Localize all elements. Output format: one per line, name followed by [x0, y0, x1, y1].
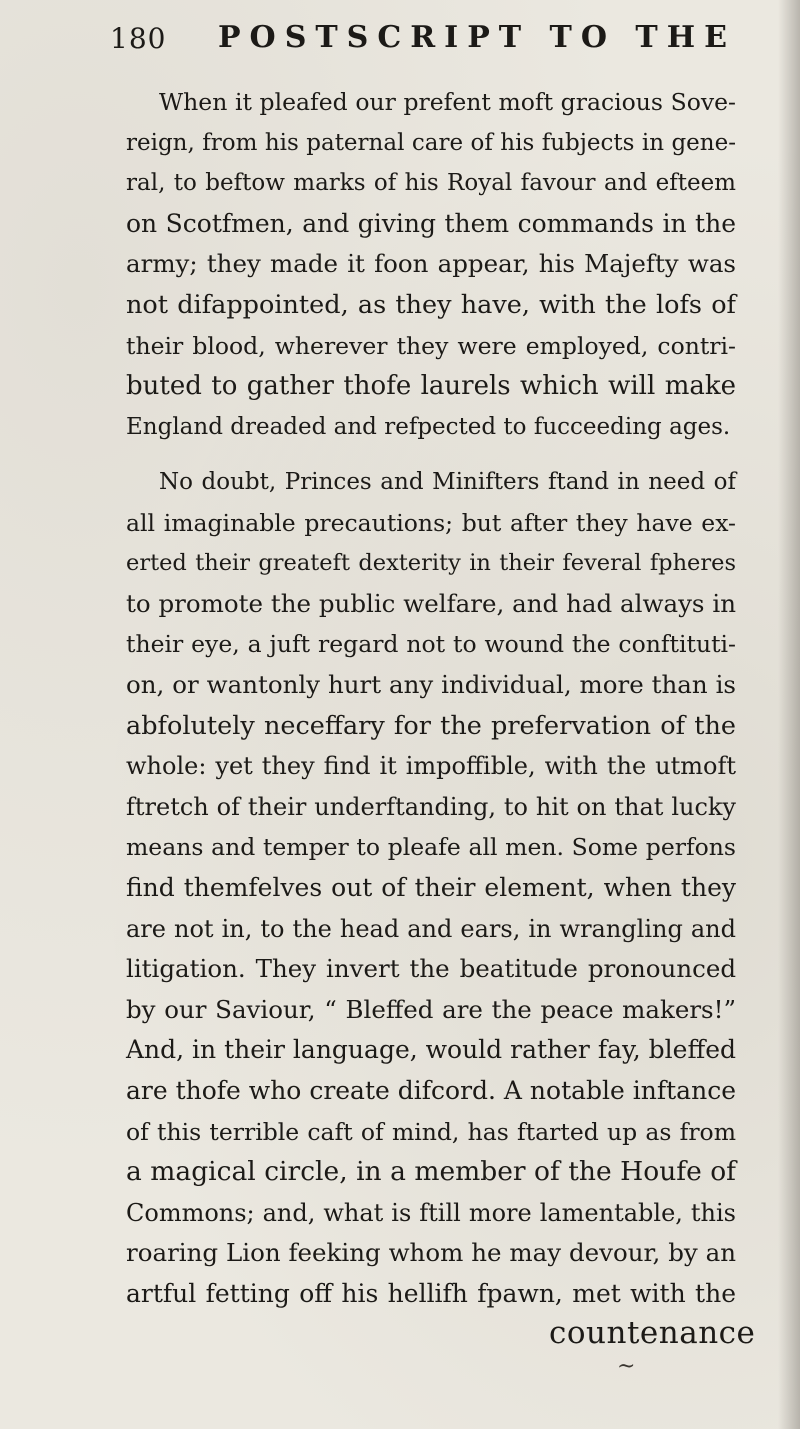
text-line: abfolutely neceffary for the prefervation of the: [126, 710, 736, 741]
text-line: to promote the public welfare, and had always in: [126, 588, 736, 618]
text-line: their blood, wherever they were employed, contri-: [126, 331, 736, 360]
text-line: reign, from his paternal care of his fubjects in gene-: [126, 129, 736, 156]
text-line: army; they made it foon appear, his Majefty was: [126, 249, 736, 279]
text-line: on Scotfmen, and giving them commands in the: [126, 208, 736, 238]
text-line: England dreaded and refpected to fucceeding ages.: [126, 413, 731, 440]
text-line: When it pleafed our prefent moft gracious Sove-: [159, 88, 736, 116]
paragraph-2: [126, 462, 736, 1314]
ornament-mark: ~: [617, 1354, 636, 1379]
text-line: ral, to beftow marks of his Royal favour and efteem: [126, 170, 736, 197]
text-line: No doubt, Princes and Minifters ftand in need of: [159, 469, 736, 495]
page-header: [110, 20, 736, 64]
text-line: whole: yet they find it impoffible, with the utmoft: [126, 752, 736, 781]
text-line: And, in their language, would rather fay, bleffed: [126, 1035, 737, 1065]
text-line: ftretch of their underftanding, to hit on that lucky: [126, 792, 736, 821]
text-line: not difappointed, as they have, with the lofs of: [126, 289, 736, 320]
text-line: artful fetting off his hellifh fpawn, met with the: [126, 1278, 736, 1308]
text-line: a magical circle, in a member of the Houfe of: [126, 1156, 736, 1188]
text-line: roaring Lion feeking whom he may devour, by an: [126, 1238, 736, 1268]
text-line: means and temper to pleafe all men. Some perfons: [126, 833, 736, 862]
text-line: all imaginable precautions; but after they have ex-: [126, 508, 736, 537]
running-head: POSTSCRIPT TO THE: [218, 20, 736, 55]
paragraph-1: [126, 82, 736, 447]
page-edge-shadow: [778, 0, 800, 1429]
text-line: of this terrible caft of mind, has ftarted up as from: [126, 1117, 736, 1146]
text-line: Commons; and, what is ftill more lamentable, this: [126, 1198, 736, 1227]
catchword: countenance: [549, 1315, 756, 1351]
text-line: on, or wantonly hurt any individual, more than is: [126, 669, 736, 699]
text-line: find themfelves out of their element, when they: [126, 872, 736, 902]
page-number: 180: [110, 22, 167, 55]
text-line: are thofe who create difcord. A notable inftance: [126, 1075, 736, 1105]
text-line: litigation. They invert the beatitude pronounced: [126, 954, 736, 984]
text-line: are not in, to the head and ears, in wrangling and: [126, 914, 736, 943]
text-line: erted their greateft dexterity in their feveral fpheres: [126, 550, 736, 577]
text-line: their eye, a juft regard not to wound the conftituti-: [126, 630, 736, 659]
text-line: by our Saviour, “ Bleffed are the peace makers!”: [126, 994, 736, 1024]
text-line: buted to gather thofe laurels which will make: [126, 371, 736, 402]
